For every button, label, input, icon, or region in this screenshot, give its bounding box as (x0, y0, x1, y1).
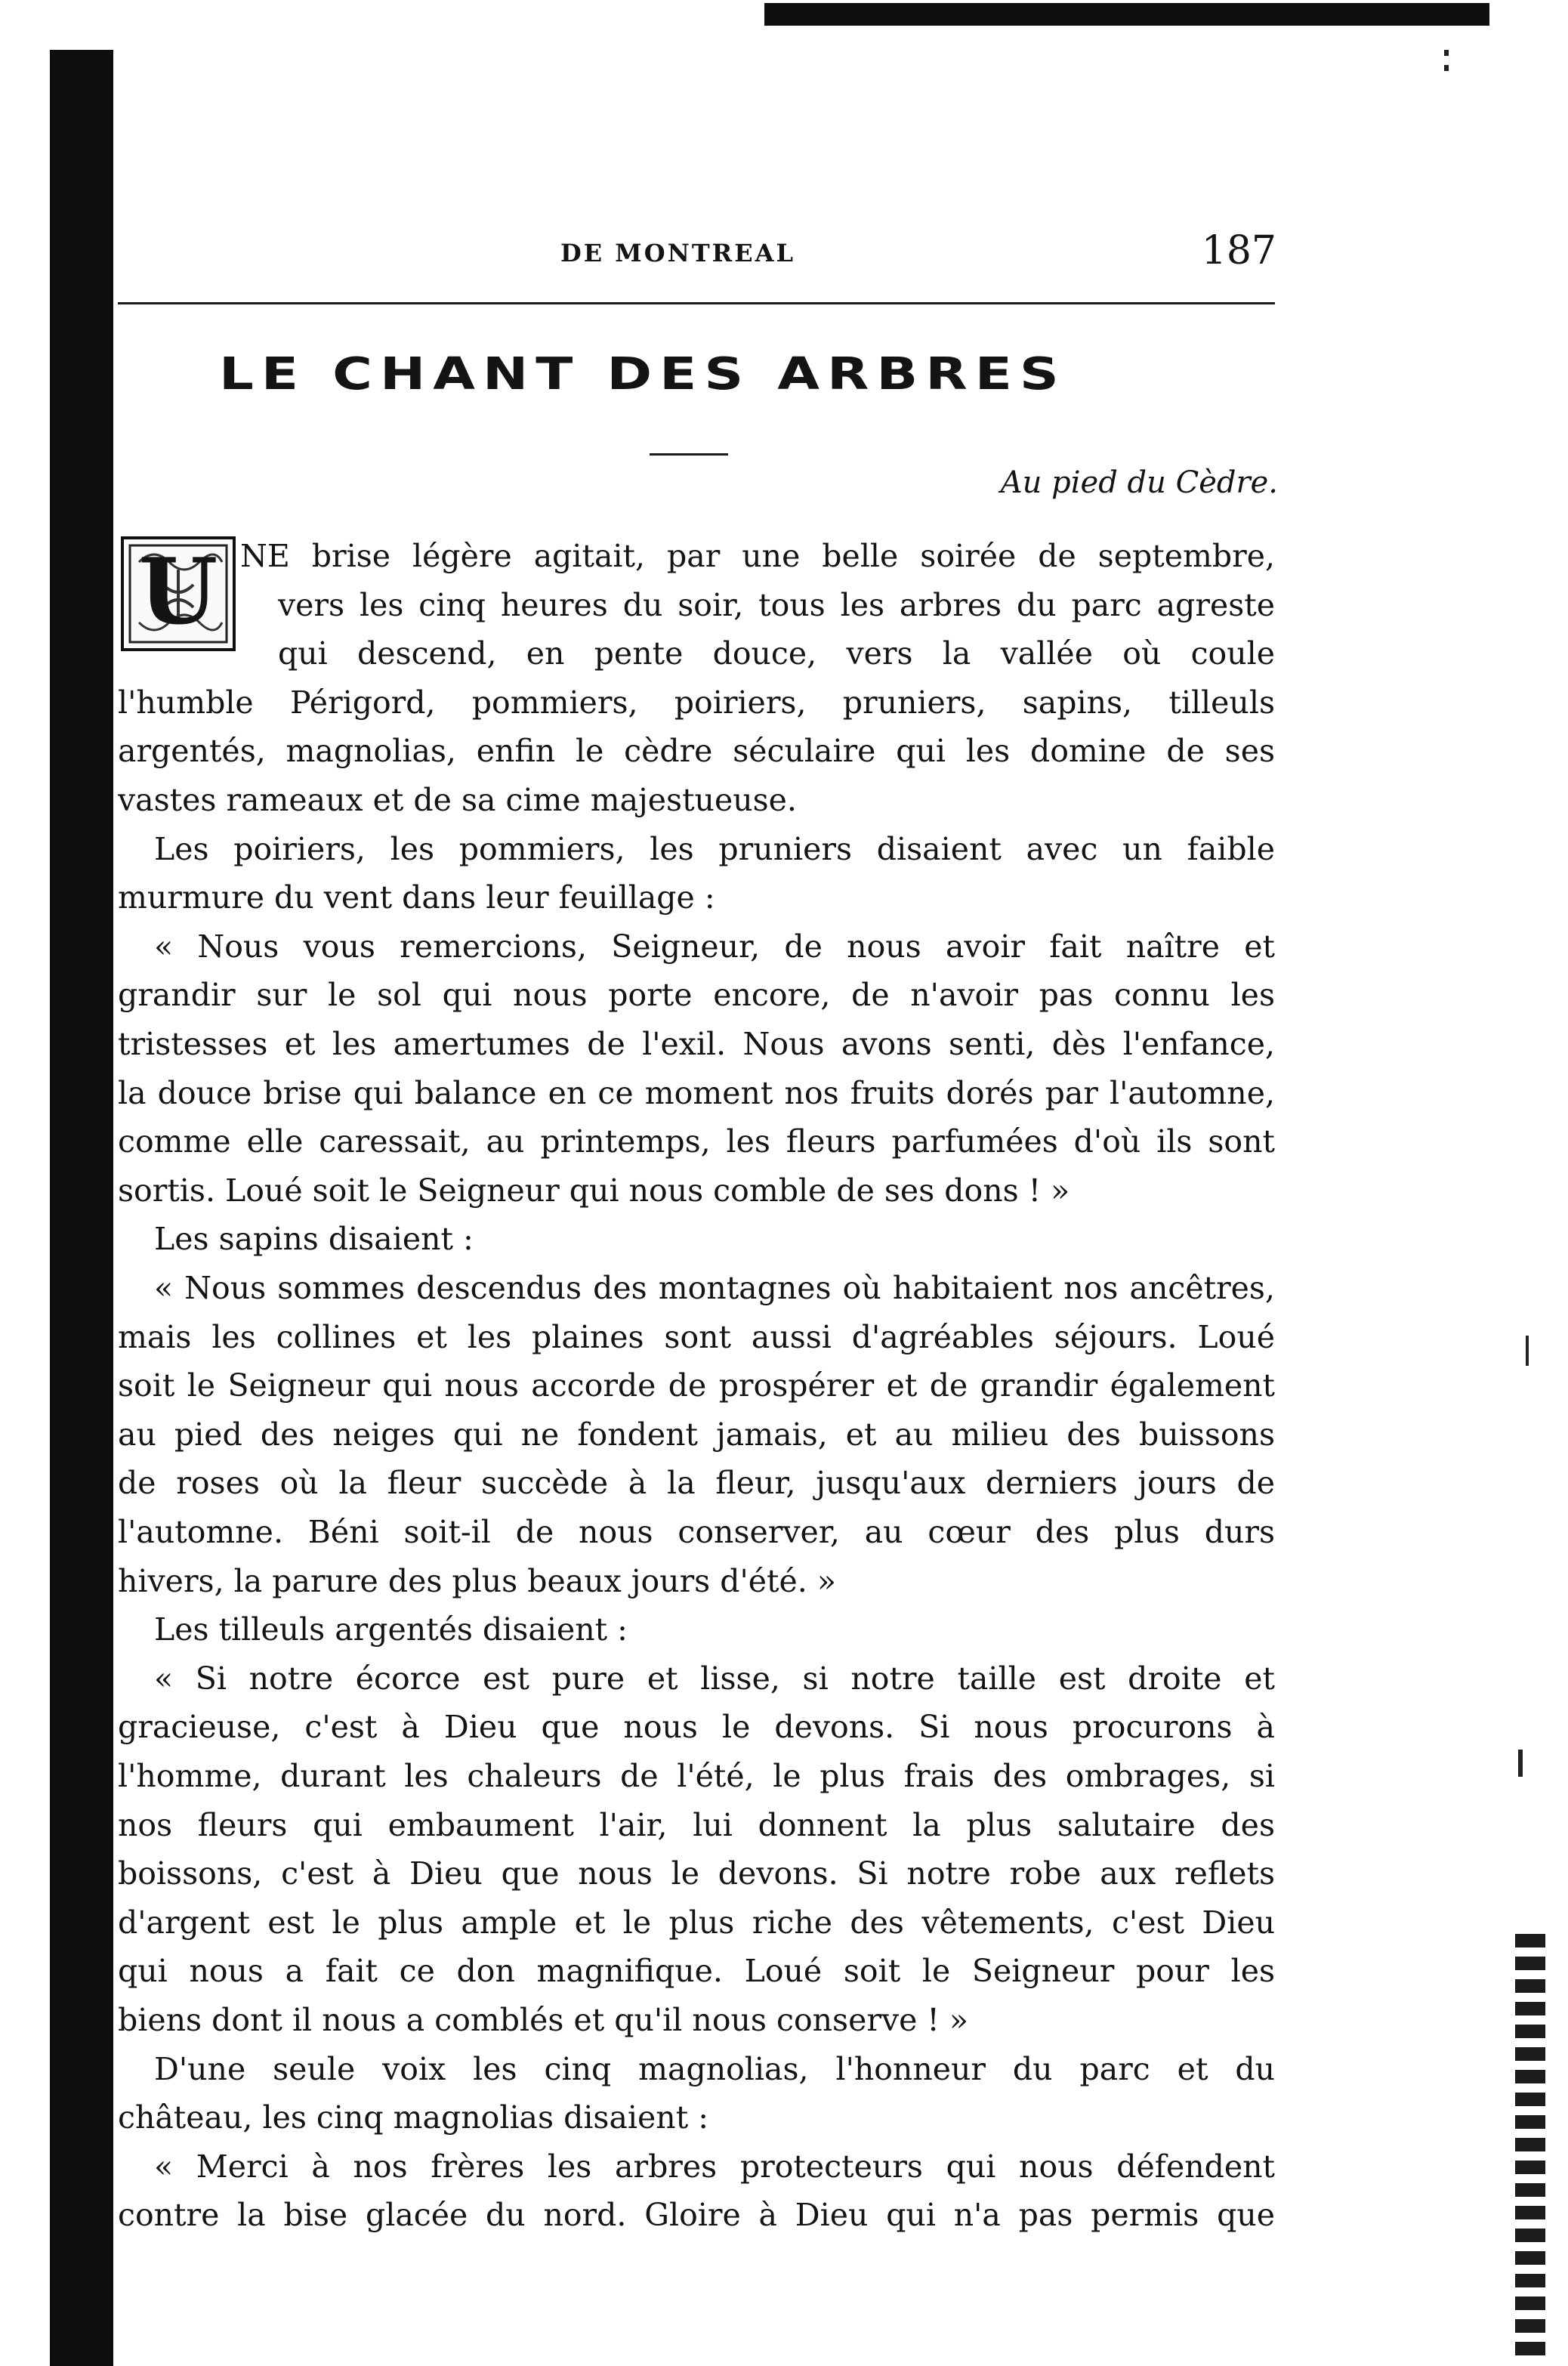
text-line: hivers, la parure des plus beaux jours d'été. » (118, 1563, 836, 1599)
running-head-title: DE MONTREAL (560, 239, 795, 267)
margin-speck (1526, 1336, 1529, 1366)
text-line: l'humble Périgord, pommiers, poiriers, pruniers, sapins, tilleuls (118, 684, 1275, 721)
text-line: qui nous a fait ce don magnifique. Loué soit le Seigneur pour les (118, 1953, 1275, 1989)
text-line: tristesses et les amertumes de l'exil. Nous avons senti, dès l'enfance, (118, 1026, 1275, 1062)
title-rule (650, 453, 728, 456)
text-line: l'homme, durant les chaleurs de l'été, le plus frais des ombrages, si (118, 1758, 1275, 1794)
text-line: Les tilleuls argentés disaient : (154, 1611, 628, 1648)
text-line: argentés, magnolias, enfin le cèdre séculaire qui les domine de ses (118, 733, 1275, 769)
text-line: biens dont il nous a comblés et qu'il nous conserve ! » (118, 2002, 968, 2038)
text-line: mais les collines et les plaines sont aussi d'agréables séjours. Loué (118, 1319, 1275, 1355)
text-line: vers les cinq heures du soir, tous les arbres du parc agreste (278, 587, 1275, 623)
text-line: « Nous sommes descendus des montagnes où habitaient nos ancêtres, (154, 1270, 1275, 1306)
text-line: soit le Seigneur qui nous accorde de prospérer et de grandir également (118, 1367, 1275, 1404)
text-line: murmure du vent dans leur feuillage : (118, 879, 715, 916)
margin-speck (1515, 1934, 1545, 2357)
margin-speck (1444, 50, 1449, 56)
drop-cap-letter: U (138, 539, 218, 645)
epigraph: Au pied du Cèdre. (1000, 465, 1278, 500)
header-rule (118, 302, 1275, 304)
text-line: vastes rameaux et de sa cime majestueuse. (118, 782, 797, 818)
text-line: NE brise légère agitait, par une belle soirée de septembre, (240, 538, 1275, 574)
text-line: la douce brise qui balance en ce moment nos fruits dorés par l'automne, (118, 1075, 1275, 1111)
text-line: sortis. Loué soit le Seigneur qui nous comble de ses dons ! » (118, 1172, 1070, 1209)
text-line: Les poiriers, les pommiers, les pruniers disaient avec un faible (154, 831, 1275, 867)
scan-binding-edge (50, 50, 113, 2366)
text-line: boissons, c'est à Dieu que nous le devons. Si notre robe aux reflets (118, 1855, 1275, 1892)
text-line: D'une seule voix les cinq magnolias, l'honneur du parc et du (154, 2051, 1275, 2087)
text-line: au pied des neiges qui ne fondent jamais, et au milieu des buissons (118, 1416, 1275, 1453)
text-line: nos fleurs qui embaument l'air, lui donnent la plus salutaire des (118, 1807, 1275, 1843)
text-line: « Nous vous remercions, Seigneur, de nous avoir fait naître et (154, 928, 1275, 965)
text-line: de roses où la fleur succède à la fleur, jusqu'aux derniers jours de (118, 1465, 1275, 1501)
text-line: gracieuse, c'est à Dieu que nous le devons. Si nous procurons à (118, 1709, 1275, 1745)
text-line: qui descend, en pente douce, vers la vallée où coule (278, 635, 1275, 672)
text-line: « Merci à nos frères les arbres protecteurs qui nous défendent (154, 2148, 1275, 2185)
text-line: grandir sur le sol qui nous porte encore, de n'avoir pas connu les (118, 977, 1275, 1013)
text-line: Les sapins disaient : (154, 1221, 474, 1257)
page-number: 187 (1201, 228, 1276, 273)
text-line: « Si notre écorce est pure et lisse, si notre taille est droite et (154, 1660, 1275, 1697)
margin-speck (1444, 65, 1449, 71)
running-head (113, 224, 1276, 284)
drop-cap (121, 536, 236, 651)
margin-speck (1518, 1750, 1523, 1777)
book-page (113, 0, 1397, 2366)
text-line: contre la bise glacée du nord. Gloire à Dieu qui n'a pas permis que (118, 2197, 1275, 2233)
text-line: comme elle caressait, au printemps, les fleurs parfumées d'où ils sont (118, 1123, 1275, 1160)
text-line: château, les cinq magnolias disaient : (118, 2099, 709, 2136)
text-line: l'automne. Béni soit-il de nous conserver, au cœur des plus durs (118, 1514, 1275, 1550)
chapter-title: LE CHANT DES ARBRES (219, 347, 1066, 400)
text-line: d'argent est le plus ample et le plus riche des vêtements, c'est Dieu (118, 1904, 1275, 1941)
